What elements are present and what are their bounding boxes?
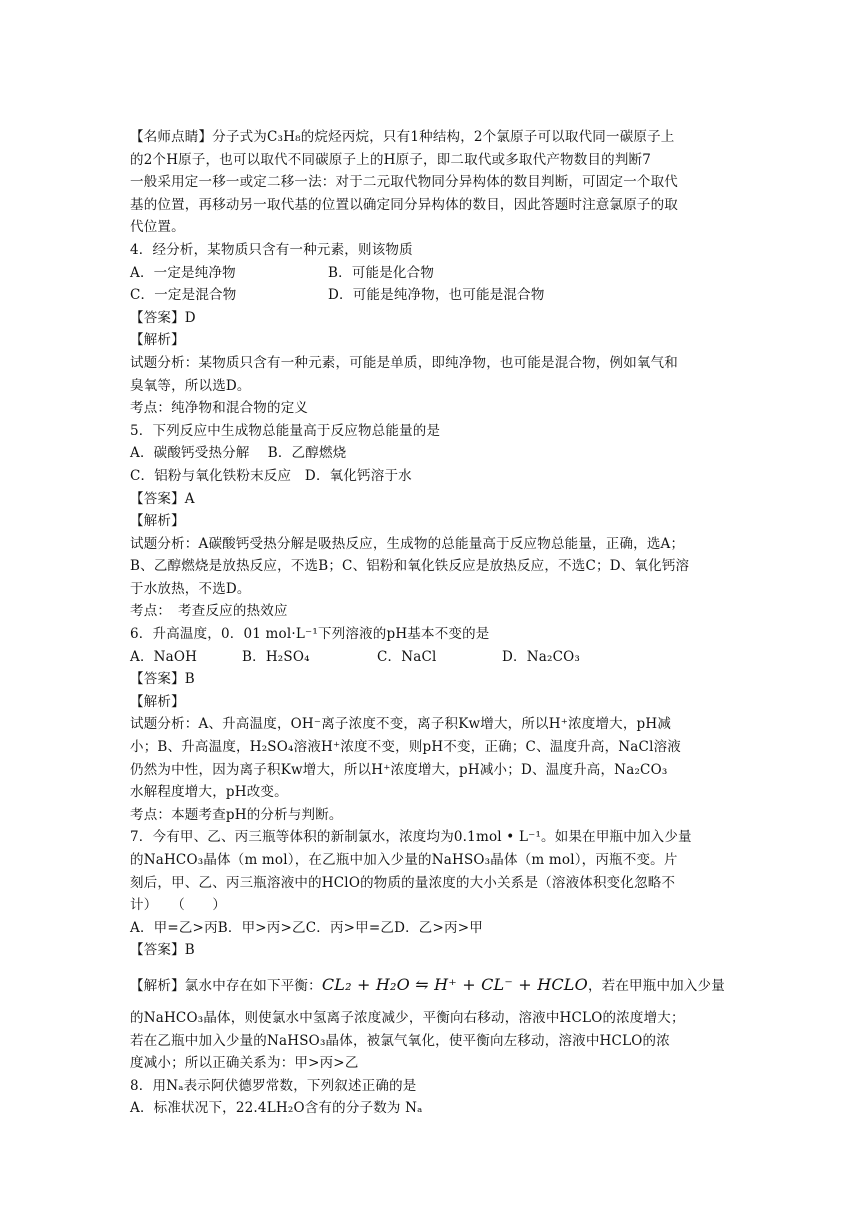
q5-options-ab: A．碳酸钙受热分解 B．乙醇燃烧 xyxy=(130,445,347,462)
q4-options-ab xyxy=(130,262,740,285)
q5-analysis-2: B、乙醇燃烧是放热反应，不选B；C、铝粉和氧化铁反应是放热反应，不选C；D、氧化钙溶 xyxy=(130,558,690,575)
q5-options-cd: C．铝粉与氧化铁粉末反应 D．氧化钙溶于水 xyxy=(130,467,412,484)
q6-option-c: C．NaCl xyxy=(377,648,437,665)
q6-analysis-1: 试题分析：A、升高温度，OH⁻离子浓度不变，离子积Kw增大，所以H⁺浓度增大，pH减 xyxy=(130,716,672,733)
q7-analysis-1 xyxy=(130,962,740,1007)
q6-analysis-2: 小；B、升高温度，H₂SO₄溶液H⁺浓度不变，则pH不变，正确；C、温度升高，NaCl溶液 xyxy=(130,739,681,756)
q6-option-b: B．H₂SO₄ xyxy=(242,648,310,665)
q8-stem: 8．用Nₐ表示阿伏德罗常数，下列叙述正确的是 xyxy=(130,1077,417,1094)
q7-options: A．甲=乙>丙B．甲>丙>乙C．丙>甲=乙D．乙>丙>甲 xyxy=(130,919,483,936)
q6-options xyxy=(130,646,740,669)
q5-analysis-3: 于水放热，不选D。 xyxy=(130,580,251,597)
tip-line-3: 一般采用定一移一或定二移一法：对于二元取代物同分异构体的数目判断，可固定一个取代 xyxy=(130,174,678,191)
q4-analysis-heading: 【解析】 xyxy=(130,332,185,349)
q7-stem-1: 7．今有甲、乙、丙三瓶等体积的新制氯水，浓度均为0.1mol • L⁻¹。如果在甲瓶中加入少量 xyxy=(130,829,692,846)
q5-answer: 【答案】A xyxy=(130,490,195,507)
q4-option-c: C．一定是混合物 xyxy=(130,287,237,304)
tip-line-4: 基的位置，再移动另一取代基的位置以确定同分异构体的数目，因此答题时注意氯原子的取 xyxy=(130,196,678,213)
q6-answer: 【答案】B xyxy=(130,671,195,688)
q7-answer: 【答案】B xyxy=(130,942,195,959)
q6-stem: 6．升高温度，0．01 mol·L⁻¹下列溶液的pH基本不变的是 xyxy=(130,626,490,643)
chlorine-equilibrium-formula: CL₂ + H₂O ⇋ H⁺ + CL⁻ + HCLO xyxy=(321,974,588,994)
q5-analysis-1: 试题分析：A碳酸钙受热分解是吸热反应，生成物的总能量高于反应物总能量，正确，选A； xyxy=(130,535,685,552)
q7-analysis-prefix: 【解析】氯水中存在如下平衡： xyxy=(130,977,322,994)
q4-stem: 4．经分析，某物质只含有一种元素，则该物质 xyxy=(130,241,413,258)
tip-line-1: 【名师点睛】分子式为C₃H₈的烷烃丙烷，只有1种结构，2个氯原子可以取代同一碳原子上 xyxy=(130,129,675,145)
q4-analysis-2: 臭氧等，所以选D。 xyxy=(130,377,251,394)
q6-option-d: D．Na₂CO₃ xyxy=(502,648,581,665)
tip-line-2: 的2个H原子，也可以取代不同碳原子上的H原子，即二取代或多取代产物数目的判断7 xyxy=(130,151,652,168)
q4-answer: 【答案】D xyxy=(130,309,196,326)
q5-analysis-heading: 【解析】 xyxy=(130,513,185,530)
q7-analysis-4: 度减小；所以正确关系为：甲>丙>乙 xyxy=(130,1055,359,1072)
q7-analysis-3: 若在乙瓶中加入少量的NaHSO₃晶体，被氯气氧化，使平衡向左移动，溶液中HCLO的浓 xyxy=(130,1032,670,1049)
q4-analysis-1: 试题分析：某物质只含有一种元素，可能是单质，即纯净物，也可能是混合物，例如氧气和 xyxy=(130,354,678,371)
q4-options-cd xyxy=(130,284,740,307)
q6-knowledge-point: 考点：本题考查pH的分析与判断。 xyxy=(130,806,343,823)
q6-analysis-4: 水解程度增大，pH改变。 xyxy=(130,784,288,801)
q6-analysis-heading: 【解析】 xyxy=(130,693,185,710)
tip-line-5: 代位置。 xyxy=(130,219,185,236)
q4-option-d: D．可能是纯净物，也可能是混合物 xyxy=(328,287,545,304)
q5-knowledge-point: 考点： 考查反应的热效应 xyxy=(130,603,288,620)
q7-analysis-2: 的NaHCO₃晶体，则使氯水中氢离子浓度减少，平衡向右移动，溶液中HCLO的浓度增大； xyxy=(130,1009,685,1026)
q7-analysis-suffix: ，若在甲瓶中加入少量 xyxy=(587,977,725,994)
q6-option-a: A．NaOH xyxy=(130,648,198,665)
q5-stem: 5．下列反应中生成物总能量高于反应物总能量的是 xyxy=(130,422,441,439)
q7-stem-4: 计） （ ） xyxy=(130,897,227,914)
q4-option-a: A．一定是纯净物 xyxy=(130,264,236,281)
q7-stem-2: 的NaHCO₃晶体（m mol），在乙瓶中加入少量的NaHSO₃晶体（m mol），丙瓶不变。片 xyxy=(130,852,678,868)
q6-analysis-3: 仍然为中性，因为离子积Kw增大，所以H⁺浓度增大，pH减小；D、温度升高，Na₂CO₃ xyxy=(130,761,668,778)
q4-knowledge-point: 考点：纯净物和混合物的定义 xyxy=(130,400,309,417)
q7-stem-3: 刻后，甲、乙、丙三瓶溶液中的HClO的物质的量浓度的大小关系是（溶液体积变化忽略不 xyxy=(130,874,676,891)
q8-option-a: A．标准状况下，22.4LH₂O含有的分子数为 Nₐ xyxy=(130,1100,423,1117)
document-page xyxy=(130,126,740,1120)
q4-option-b: B．可能是化合物 xyxy=(328,264,435,281)
